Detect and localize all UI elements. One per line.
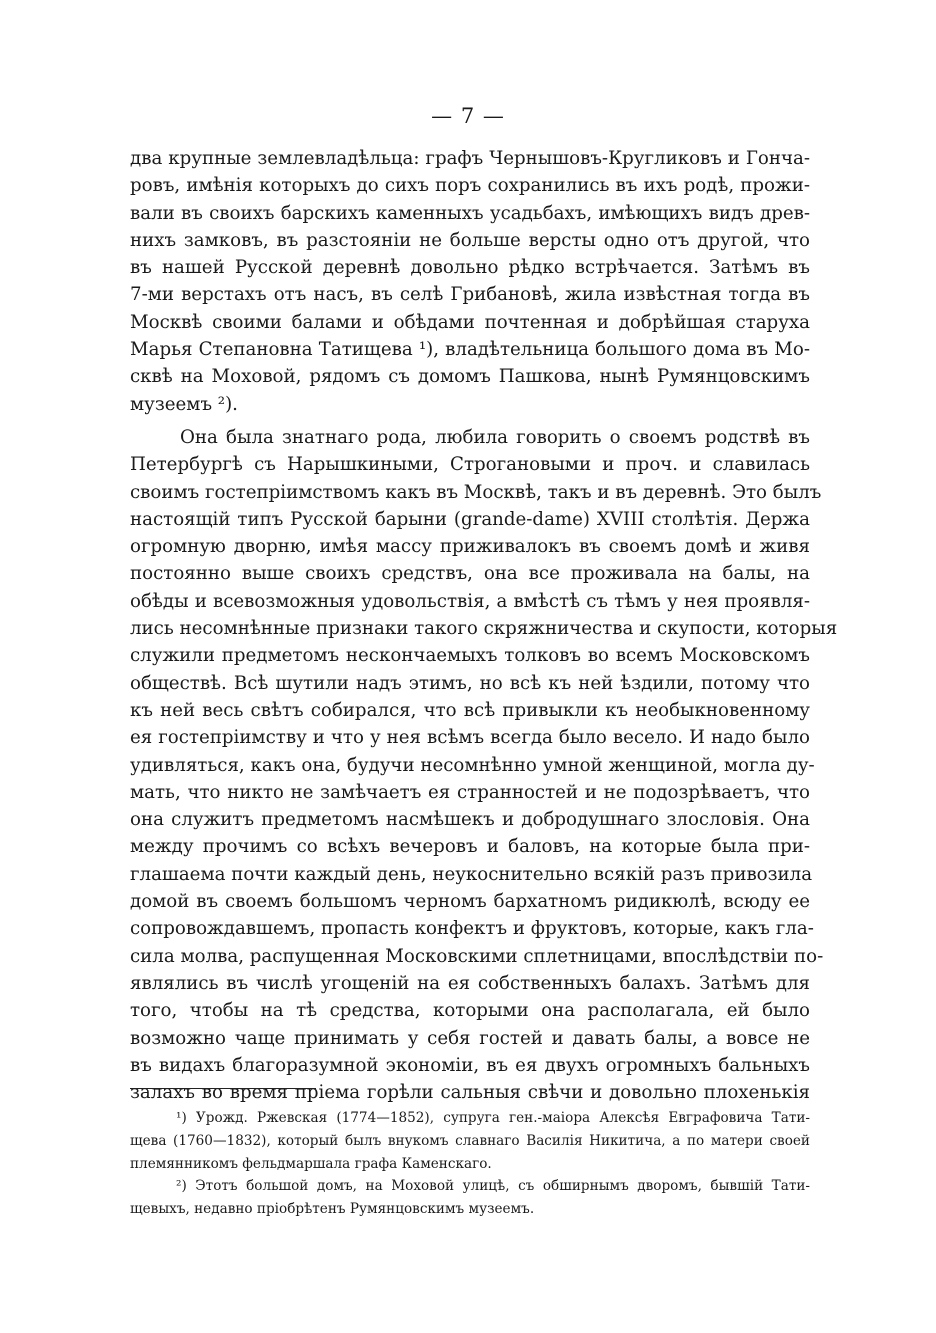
text-line: огромную дворню, имѣя массу приживалокъ въ своемъ домѣ и живя	[130, 536, 810, 558]
text-line: къ ней весь свѣтъ собирался, что всѣ привыкли къ необыкновенному	[130, 699, 810, 721]
text-line: ея гостепріимству и что у нея всѣмъ всегда было весело. И надо было	[130, 727, 810, 749]
text-line: того, чтобы на тѣ средства, которыми она располагала, ей было	[130, 1000, 810, 1022]
text-line: Петербургѣ съ Нарышкиными, Строгановыми и проч. и славилась	[130, 454, 810, 476]
text-line: Марья Степановна Татищева ¹), владѣтельница большого дома въ Мо-	[130, 339, 810, 361]
text-line: Москвѣ своими балами и обѣдами почтенная и добрѣйшая старуха	[130, 311, 810, 333]
text-line: сопровождавшемъ, пропасть конфектъ и фруктовъ, которые, какъ гла-	[130, 918, 814, 940]
text-line: настоящій типъ Русской барыни (grande-dame) XVIII столѣтія. Держа	[130, 508, 810, 530]
text-line: обществѣ. Всѣ шутили надъ этимъ, но всѣ къ ней ѣздили, потому что	[130, 672, 810, 694]
footnote-line: щева (1760—1832), который былъ внукомъ славнаго Василія Никитича, а по матери своей	[130, 1132, 810, 1149]
text-line: вали въ своихъ барскихъ каменныхъ усадьбахъ, имѣющихъ видъ древ-	[130, 202, 810, 224]
text-line: въ видахъ благоразумной экономіи, въ ея двухъ огромныхъ бальныхъ	[130, 1054, 810, 1076]
text-line: 7-ми верстахъ отъ насъ, въ селѣ Грибановѣ, жила извѣстная тогда въ	[130, 284, 810, 306]
paragraph-2	[130, 424, 838, 1106]
text-line: въ нашей Русской деревнѣ довольно рѣдко встрѣчается. Затѣмъ въ	[130, 257, 810, 279]
text-line: домой въ своемъ большомъ черномъ бархатномъ ридикюлѣ, всюду ее	[130, 891, 810, 913]
text-line: глашаема почти каждый день, неукоснительно всякій разъ привозила	[130, 863, 813, 885]
text-line: служили предметомъ нескончаемыхъ толковъ во всемъ Московскомъ	[130, 645, 810, 667]
footnotes	[130, 1107, 810, 1221]
footnote-line: щевыхъ, недавно пріобрѣтенъ Румянцовскимъ музеемъ.	[130, 1201, 535, 1218]
text-line: являлись въ числѣ угощеній на ея собственныхъ балахъ. Затѣмъ для	[130, 972, 810, 994]
text-line: удивляться, какъ она, будучи несомнѣнно умной женщиной, могла ду-	[130, 754, 815, 776]
text-line: лись несомнѣнные признаки такого скряжничества и скупости, которыя	[130, 618, 838, 640]
text-line: ровъ, имѣнія которыхъ до сихъ поръ сохранились въ ихъ родѣ, прожи-	[130, 175, 810, 197]
footnote-1	[130, 1107, 810, 1175]
footnote-line: племянникомъ фельдмаршала графа Каменскаго.	[130, 1155, 492, 1172]
text-line: обѣды и всевозможныя удовольствія, а вмѣстѣ съ тѣмъ у нея проявля-	[130, 590, 810, 612]
text-line: возможно чаще принимать у себя гостей и давать балы, а вовсе не	[130, 1027, 810, 1049]
text-line: между прочимъ со всѣхъ вечеровъ и баловъ, на которые была при-	[130, 836, 810, 858]
text-line: залахъ во время пріема горѣли сальныя свѣчи и довольно плохенькія	[130, 1082, 810, 1104]
text-line: она служитъ предметомъ насмѣшекъ и добродушнаго злословія. Она	[130, 809, 810, 831]
footnote-line: ²) Этотъ большой домъ, на Моховой улицѣ, съ обширнымъ дворомъ, бывшій Тати-	[176, 1178, 810, 1195]
text-line: своимъ гостепріимствомъ какъ въ Москвѣ, такъ и въ деревнѣ. Это былъ	[130, 481, 822, 503]
text-line: нихъ замковъ, въ разстояніи не больше версты одно отъ другой, что	[130, 229, 810, 251]
text-line: сквѣ на Моховой, рядомъ съ домомъ Пашкова, нынѣ Румянцовскимъ	[130, 366, 810, 388]
text-line: Она была знатнаго рода, любила говорить о своемъ родствѣ въ	[180, 427, 810, 448]
paragraph-1	[130, 145, 810, 418]
text-line: мать, что никто не замѣчаетъ ея странностей и не подозрѣваетъ, что	[130, 781, 810, 803]
footnote-line: ¹) Урожд. Ржевская (1774—1852), супруга ген.-маіора Алексѣя Евграфовича Тати-	[176, 1110, 810, 1126]
text-line: два крупные землевладѣльца: графъ Чернышовъ-Кругликовъ и Гонча-	[130, 148, 810, 169]
footnote-divider	[130, 1088, 316, 1089]
page-number: — 7 —	[431, 104, 505, 128]
text-line: постоянно выше своихъ средствъ, она все проживала на балы, на	[130, 563, 810, 585]
text-line: музеемъ ²).	[130, 393, 238, 415]
text-line: сила молва, распущенная Московскими сплетницами, впослѣдствіи по-	[130, 945, 824, 967]
footnote-2	[130, 1175, 810, 1221]
